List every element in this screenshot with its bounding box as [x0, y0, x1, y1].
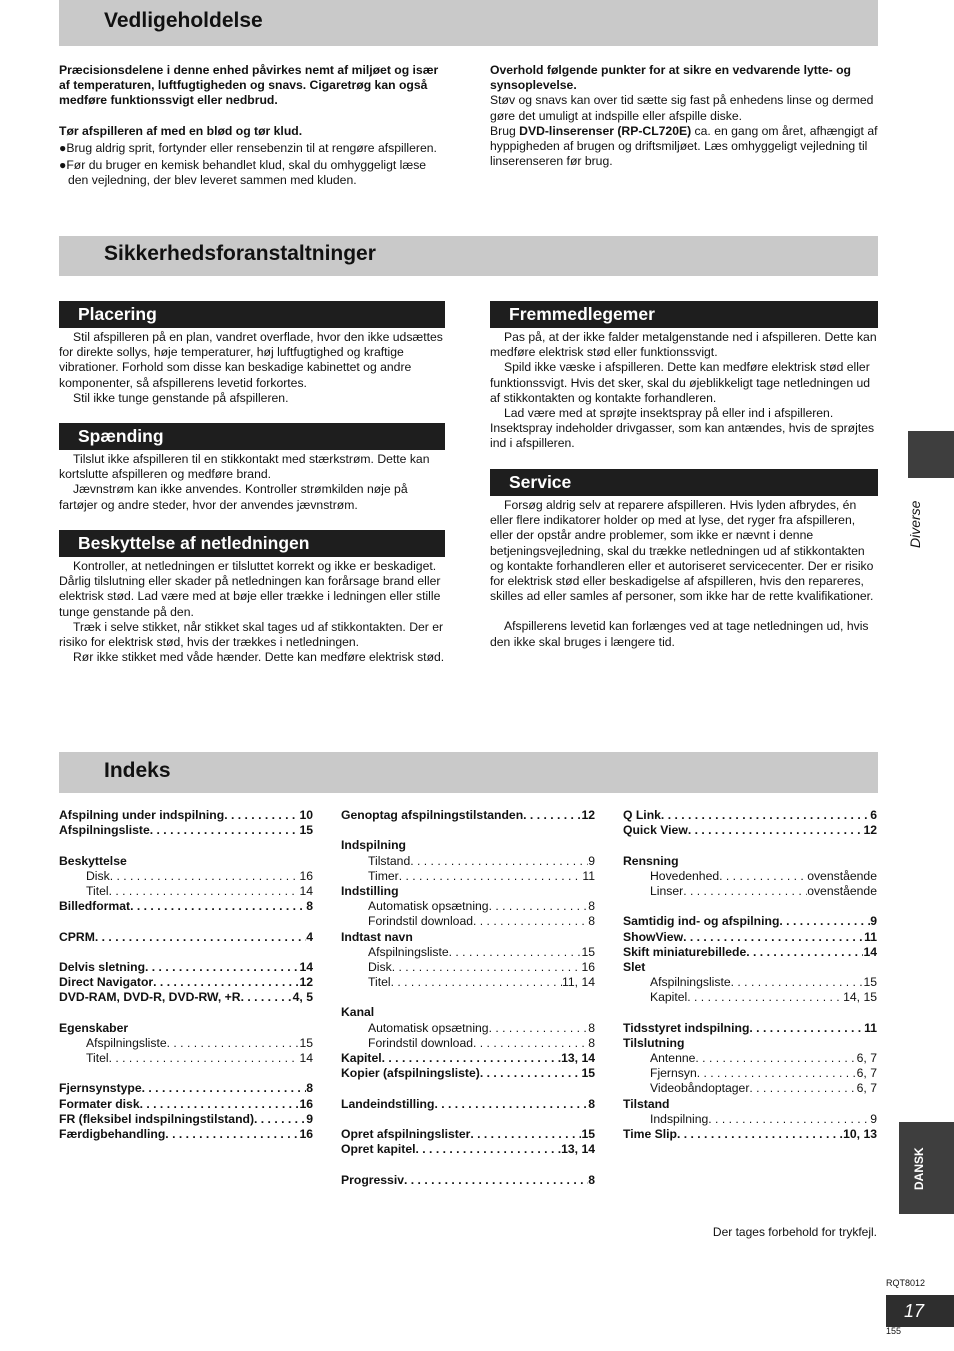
index-entry-label: Titel — [86, 1051, 109, 1065]
index-entry — [623, 1021, 877, 1036]
fremmedlegemer-p3: Lad være med at sprøjte insektspray på eller ind i afspilleren. Insektspray indeholder drivgasser, som kan antændes, hvis de sprøjtes ind i afspilleren. — [490, 406, 875, 451]
index-leader-dots — [95, 930, 306, 945]
index-heading-label: Indstilling — [341, 883, 399, 898]
index-entry — [341, 1051, 595, 1066]
index-entry-label: Tidsstyret indspilning — [623, 1020, 750, 1035]
index-entry — [623, 930, 877, 945]
index-leader-dots — [382, 1051, 561, 1066]
index-leader-dots — [719, 869, 807, 884]
index-entry-label: Forindstil download — [368, 1035, 474, 1050]
index-leader-dots — [749, 1081, 856, 1096]
index-entry-page: 12 — [581, 808, 595, 822]
index-entry-label: DVD-RAM, DVD-R, DVD-RW, +R — [59, 990, 241, 1005]
subheader-netledning — [59, 530, 445, 557]
placering-p1: Stil afspilleren på en plan, vandret overflade, hvor den ikke udsættes for direkte sollys, høje temperaturer, høj luftfugtighed og kraftige vibrationer. Forhold som disse kan beskadige kabinettet og andre komponenter, så afspillerens levetid forkortes. — [59, 330, 443, 390]
index-entry-page: 9 — [870, 914, 877, 929]
index-entry — [59, 808, 313, 823]
index-column-3 — [623, 808, 877, 1142]
index-subentry — [341, 960, 595, 975]
index-entry-label: Billedformat — [59, 899, 131, 914]
index-entry-label: FR (fleksibel indspilningstilstand) — [59, 1111, 255, 1126]
index-entry-page: 6, 7 — [856, 1066, 877, 1081]
index-entry-label: Disk — [86, 868, 110, 883]
index-entry-page: ovenstående — [807, 868, 877, 883]
index-entry-page: 14, 15 — [843, 990, 877, 1005]
index-entry-label: Delvis sletning — [59, 959, 146, 974]
service-p1: Forsøg aldrig selv at reparere afspilleren. Hvis lyden afbrydes, én eller flere indikatorer holder op med at lyse, det ryger fra afspilleren, eller der opstår andre problemer, som ikke er nævnt i denne betjeningsvejledning, skal du trække netledningen ud af stikkontakten og kontakte forhandleren eller et autoriseret servicecenter. Der er risiko for elektrisk stød eller beskadigelse af afspilleren, hvis den repareres, skilles ad eller samles af personer, som ikke har de rette kvalifikationer. — [490, 498, 874, 604]
index-gap — [59, 945, 313, 960]
netledning-p1: Kontroller, at netledningen er tilsluttet korrekt og ikke er beskadiget. Dårlig tilslutning eller skader på netledningen kan forårsage brand eller elektrisk stød. Lad være med at bøje eller trække i ledningen eller stille tunge genstande på den. — [59, 559, 441, 619]
index-entry-label: Timer — [368, 868, 399, 883]
index-entry — [59, 823, 313, 838]
index-heading — [341, 884, 595, 899]
index-entry — [59, 990, 313, 1005]
index-entry-page: 13, 14 — [561, 1051, 595, 1065]
index-gap — [623, 838, 877, 853]
index-leader-dots — [688, 823, 864, 838]
index-heading — [623, 1036, 877, 1051]
index-entry-page: 10, 13 — [843, 1126, 877, 1141]
index-entry — [623, 1127, 877, 1142]
index-entry-label: ShowView — [623, 929, 684, 944]
document-code: RQT8012 — [886, 1278, 926, 1288]
index-entry-page: 8 — [588, 1020, 595, 1035]
index-leader-dots — [473, 914, 588, 929]
index-entry-label: Automatisk opsætning — [368, 899, 489, 914]
fremmedlegemer-p1: Pas på, at der ikke falder metalgenstande ned i afspilleren. Dette kan medføre elektrisk stød eller funktionssvigt. — [490, 330, 877, 360]
index-entry-label: Hovedenhed — [650, 868, 720, 883]
index-entry-label: Quick View — [623, 823, 688, 838]
index-leader-dots — [167, 1036, 300, 1051]
netledning-title: Beskyttelse af netledningen — [78, 533, 310, 553]
index-subentry — [623, 1081, 877, 1096]
index-subentry — [341, 1021, 595, 1036]
index-entry-label: Opret kapitel — [341, 1142, 416, 1157]
index-entry-page: ovenstående — [807, 883, 877, 898]
index-entry-label: Færdigbehandling — [59, 1126, 166, 1141]
index-leader-dots — [142, 1081, 307, 1096]
index-leader-dots — [687, 990, 843, 1005]
index-entry-label: Linser — [650, 883, 684, 898]
service-text — [490, 498, 878, 650]
placering-p2: Stil ikke tunge genstande på afspilleren. — [73, 390, 289, 405]
index-leader-dots — [677, 1127, 843, 1142]
index-subentry — [59, 869, 313, 884]
index-heading — [341, 930, 595, 945]
index-heading — [623, 1097, 877, 1112]
fremmedlegemer-title: Fremmedlegemer — [509, 304, 655, 324]
index-subentry — [623, 884, 877, 899]
index-leader-dots — [489, 1021, 589, 1036]
index-entry-label: Formater disk — [59, 1096, 140, 1111]
index-entry-label: Forindstil download — [368, 914, 474, 929]
index-entry-page: 9 — [306, 1111, 313, 1126]
index-heading — [341, 838, 595, 853]
index-entry-label: Kapitel — [650, 990, 688, 1005]
index-gap — [341, 990, 595, 1005]
index-leader-dots — [392, 960, 582, 975]
index-entry — [341, 1173, 595, 1188]
index-subentry — [341, 899, 595, 914]
index-entry-label: Genoptag afspilningstilstanden — [341, 808, 524, 822]
service-title: Service — [509, 472, 572, 492]
index-entry — [623, 808, 877, 823]
index-entry — [341, 1097, 595, 1112]
index-leader-dots — [731, 975, 864, 990]
index-entry-label: Disk — [368, 959, 392, 974]
spaending-p1: Tilslut ikke afspilleren til en stikkontakt med stærkstrøm. Dette kan kortslutte afspilleren og medføre brand. — [59, 452, 430, 482]
index-leader-dots — [109, 1051, 300, 1066]
index-subentry — [623, 1051, 877, 1066]
index-leader-dots — [254, 1112, 306, 1127]
side-tab-diverse-marker — [908, 431, 954, 478]
index-entry — [623, 945, 877, 960]
index-entry-label: Skift miniaturebillede — [623, 944, 747, 959]
index-entry — [623, 823, 877, 838]
index-gap — [341, 1081, 595, 1096]
fremmedlegemer-text — [490, 330, 878, 452]
index-entry-page: 4 — [306, 929, 313, 944]
heading-sikkerhed: Sikkerhedsforanstaltninger — [104, 242, 376, 265]
index-entry — [341, 1142, 595, 1157]
index-heading-label: Rensning — [623, 853, 679, 868]
index-entry-label: Fjernsyn — [650, 1066, 697, 1081]
index-leader-dots — [749, 1021, 864, 1036]
subheader-spaending — [59, 423, 445, 450]
index-entry-label: Videobåndoptager — [650, 1081, 750, 1096]
index-entry-label: Afspilningsliste — [86, 1035, 167, 1050]
index-entry-page: 4, 5 — [292, 990, 313, 1005]
index-heading — [341, 1005, 595, 1020]
index-entry-label: Afspilningsliste — [59, 823, 150, 838]
index-entry-page: 8 — [588, 1035, 595, 1050]
index-gap — [59, 1005, 313, 1020]
index-entry — [59, 1112, 313, 1127]
netledning-text — [59, 559, 445, 665]
index-heading — [623, 854, 877, 869]
placering-text — [59, 330, 445, 406]
index-heading-label: Kanal — [341, 1005, 375, 1020]
index-entry-label: Progressiv — [341, 1172, 405, 1187]
index-entry-page: 16 — [299, 1096, 313, 1111]
index-entry-page: 11, 14 — [562, 975, 595, 990]
index-leader-dots — [416, 1142, 562, 1157]
index-subentry — [623, 1066, 877, 1081]
section-header-indeks — [59, 752, 878, 793]
index-leader-dots — [153, 975, 299, 990]
index-leader-dots — [473, 1036, 588, 1051]
index-entry-page: 14 — [863, 944, 877, 959]
index-entry-page: 15 — [299, 1035, 313, 1050]
index-leader-dots — [695, 1051, 856, 1066]
index-leader-dots — [150, 823, 300, 838]
index-heading-label: Tilslutning — [623, 1035, 685, 1050]
index-gap — [341, 823, 595, 838]
index-entry-page: 6 — [870, 808, 877, 822]
index-gap — [623, 899, 877, 914]
cleaner-product: DVD-linserenser (RP-CL720E) — [519, 123, 692, 138]
index-entry — [59, 930, 313, 945]
index-entry-label: CPRM — [59, 929, 95, 944]
index-entry — [623, 914, 877, 929]
index-entry-label: Time Slip — [623, 1126, 677, 1141]
index-leader-dots — [391, 975, 562, 990]
index-entry-label: Kapitel — [341, 1051, 382, 1065]
index-leader-dots — [449, 945, 582, 960]
index-subentry — [623, 1112, 877, 1127]
index-leader-dots — [697, 1066, 857, 1081]
index-subentry — [341, 945, 595, 960]
index-gap — [341, 1112, 595, 1127]
page-small-number: 155 — [886, 1326, 902, 1336]
spaending-text — [59, 452, 445, 513]
index-leader-dots — [470, 1127, 581, 1142]
index-subentry — [623, 990, 877, 1005]
index-entry-label: Q Link — [623, 808, 661, 822]
index-entry-label: Opret afspilningslister — [341, 1126, 471, 1141]
index-entry — [59, 899, 313, 914]
index-entry-page: 13, 14 — [561, 1142, 595, 1157]
index-subentry — [623, 869, 877, 884]
page-number: 17 — [904, 1301, 925, 1321]
index-entry — [59, 960, 313, 975]
maintenance-bullet-1: ●Brug aldrig sprit, fortynder eller rensebenzin til at rengøre afspilleren. — [59, 140, 437, 155]
misprint-note: Der tages forbehold for trykfejl. — [712, 1225, 877, 1239]
index-entry-page: 8 — [588, 914, 595, 929]
index-leader-dots — [140, 1097, 300, 1112]
index-entry-label: Titel — [86, 883, 109, 898]
index-subentry — [59, 1036, 313, 1051]
subheader-fremmedlegemer — [490, 301, 878, 328]
section-header-sikkerhed — [59, 236, 878, 276]
index-entry-label: Samtidig ind- og afspilning — [623, 914, 780, 929]
heading-vedligeholdelse: Vedligeholdelse — [104, 9, 263, 32]
index-subentry — [59, 884, 313, 899]
index-entry-page: 15 — [863, 975, 877, 990]
maintenance-wipe: Tør afspilleren af med en blød og tør klud. — [59, 123, 303, 138]
netledning-p3: Rør ikke stikket med våde hænder. Dette kan medføre elektrisk stød. — [73, 650, 445, 665]
index-entry-page: 16 — [299, 1126, 313, 1141]
index-leader-dots — [404, 1173, 588, 1188]
index-leader-dots — [523, 808, 581, 823]
index-entry-page: 14 — [299, 883, 313, 898]
index-entry-page: 8 — [588, 899, 595, 914]
placering-title: Placering — [78, 304, 157, 324]
index-leader-dots — [746, 945, 863, 960]
index-entry-page: 16 — [299, 868, 313, 883]
index-leader-dots — [683, 884, 807, 899]
netledning-p2: Træk i selve stikket, når stikket skal tages ud af stikkontakten. Der er risiko for elektrisk stød, hvis der trækkes i netledningen. — [59, 619, 444, 650]
index-entry-label: Tilstand — [368, 853, 411, 868]
side-tab-dansk — [899, 1122, 954, 1214]
index-heading — [59, 1021, 313, 1036]
index-entry — [341, 1127, 595, 1142]
index-leader-dots — [779, 914, 870, 929]
index-entry-label: Titel — [368, 975, 391, 990]
subheader-service — [490, 469, 878, 496]
index-heading-label: Indtast navn — [341, 929, 413, 944]
index-entry — [59, 1081, 313, 1096]
index-leader-dots — [145, 960, 299, 975]
index-leader-dots — [480, 1066, 582, 1081]
index-leader-dots — [410, 854, 588, 869]
maintenance-left-text — [59, 63, 449, 188]
service-p2: Afspillerens levetid kan forlænges ved at tage netledningen ud, hvis den ikke skal bruges i længere tid. — [490, 619, 869, 649]
maintenance-intro: Præcisionsdelene i denne enhed påvirkes nemt af miljøet og især af temperaturen, luftfugtigheden og snavs. Cigaretrøg kan også medføre funktionssvigt eller nedbrud. — [59, 63, 439, 108]
index-leader-dots — [109, 884, 300, 899]
index-entry-page: 15 — [581, 1066, 595, 1081]
index-gap — [59, 1066, 313, 1081]
index-entry-page: 16 — [581, 959, 595, 974]
index-subentry — [341, 869, 595, 884]
index-subentry — [341, 914, 595, 929]
index-subentry — [341, 1036, 595, 1051]
index-entry-label: Afspilningsliste — [650, 975, 731, 990]
index-leader-dots — [224, 808, 299, 823]
index-entry-page: 9 — [588, 853, 595, 868]
index-heading-label: Beskyttelse — [59, 853, 127, 868]
index-entry-page: 8 — [306, 899, 313, 914]
index-entry-page: 8 — [588, 1172, 595, 1187]
index-entry-label: Direct Navigator — [59, 975, 154, 990]
index-entry-page: 6, 7 — [856, 1081, 877, 1096]
index-entry — [59, 975, 313, 990]
index-leader-dots — [399, 869, 583, 884]
index-subentry — [341, 975, 595, 990]
index-entry-page: 15 — [581, 944, 595, 959]
index-subentry — [59, 1051, 313, 1066]
maintenance-bullet-2: ●Før du bruger en kemisk behandlet klud, skal du omhyggeligt læse den vejledning, der blev leveret sammen med kluden. — [59, 158, 427, 188]
heading-indeks: Indeks — [104, 759, 171, 782]
index-entry-page: 12 — [863, 823, 877, 838]
index-leader-dots — [489, 899, 589, 914]
index-gap — [59, 838, 313, 853]
index-entry-page: 11 — [864, 929, 877, 944]
fremmedlegemer-p2: Spild ikke væske i afspilleren. Dette kan medføre elektrisk stød eller funktionssvigt. Hvis det sker, skal du øjeblikkeligt tage netledningen ud af stikkontakten og kontakte forhandleren. — [490, 360, 871, 405]
index-column-1 — [59, 808, 313, 1142]
index-entry — [341, 1066, 595, 1081]
index-entry-page: 14 — [299, 1051, 313, 1065]
cleaner-text-c: ca. en gang om året, afhængigt af hyppigheden af brugen og driftsmiljøet. Læs omhyggeligt vejledning til linserenseren før brug. — [490, 123, 878, 169]
index-entry-page: 15 — [581, 1126, 595, 1141]
index-entry-label: Afspilningsliste — [368, 944, 449, 959]
index-leader-dots — [241, 990, 293, 1005]
index-entry — [59, 1097, 313, 1112]
index-entry-label: Indspilning — [650, 1111, 709, 1126]
index-entry-page: 12 — [299, 975, 313, 990]
index-subentry — [341, 854, 595, 869]
maintenance-right-dust: Støv og snavs kan over tid sætte sig fast på enhedens linse og dermed gøre det umuligt at indspille eller afspille diske. — [490, 93, 874, 123]
index-entry — [59, 1127, 313, 1142]
maintenance-right-cleaner — [490, 124, 878, 170]
spaending-title: Spænding — [78, 426, 164, 446]
subheader-placering — [59, 301, 445, 328]
index-leader-dots — [110, 869, 300, 884]
index-entry-label: Fjernsynstype — [59, 1081, 142, 1096]
index-entry — [341, 808, 595, 823]
index-entry-page: 10 — [299, 808, 313, 822]
index-entry-page: 11 — [864, 1020, 877, 1035]
index-entry-page: 11 — [582, 868, 595, 883]
index-gap — [59, 914, 313, 929]
index-leader-dots — [130, 899, 306, 914]
index-leader-dots — [683, 930, 864, 945]
index-entry-page: 6, 7 — [856, 1051, 877, 1065]
maintenance-right-intro: Overhold følgende punkter for at sikre en vedvarende lytte- og synsoplevelse. — [490, 63, 851, 93]
side-label-diverse: Diverse — [907, 500, 923, 548]
index-entry-page: 15 — [299, 823, 313, 838]
index-heading-label: Egenskaber — [59, 1020, 129, 1035]
page-number-box — [886, 1295, 954, 1327]
index-heading-label: Tilstand — [623, 1096, 670, 1111]
index-heading-label: Slet — [623, 959, 646, 974]
index-column-2 — [341, 808, 595, 1188]
cleaner-text-a: Brug — [490, 123, 520, 138]
index-entry-label: Kopier (afspilningsliste) — [341, 1066, 480, 1081]
index-entry-page: 9 — [870, 1111, 877, 1126]
side-label-dansk: DANSK — [912, 1147, 926, 1190]
spaending-p2: Jævnstrøm kan ikke anvendes. Kontroller strømkilden nøje på fartøjer og andre steder, hvor der anvendes jævnstrøm. — [59, 482, 408, 512]
index-leader-dots — [434, 1097, 588, 1112]
index-entry-page: 8 — [588, 1096, 595, 1111]
index-entry-page: 8 — [306, 1081, 313, 1096]
maintenance-right-text — [490, 63, 878, 169]
index-gap — [623, 1005, 877, 1020]
index-gap — [341, 1157, 595, 1172]
index-entry-label: Landeindstilling — [341, 1096, 435, 1111]
index-leader-dots — [661, 808, 870, 823]
index-subentry — [623, 975, 877, 990]
index-leader-dots — [165, 1127, 299, 1142]
section-header-vedligeholdelse — [59, 0, 878, 46]
index-entry-label: Afspilning under indspilning — [59, 808, 225, 822]
index-entry-label: Automatisk opsætning — [368, 1020, 489, 1035]
index-leader-dots — [708, 1112, 870, 1127]
index-entry-page: 14 — [299, 959, 313, 974]
index-heading-label: Indspilning — [341, 838, 406, 853]
index-heading — [623, 960, 877, 975]
index-entry-label: Antenne — [650, 1051, 696, 1065]
index-heading — [59, 854, 313, 869]
